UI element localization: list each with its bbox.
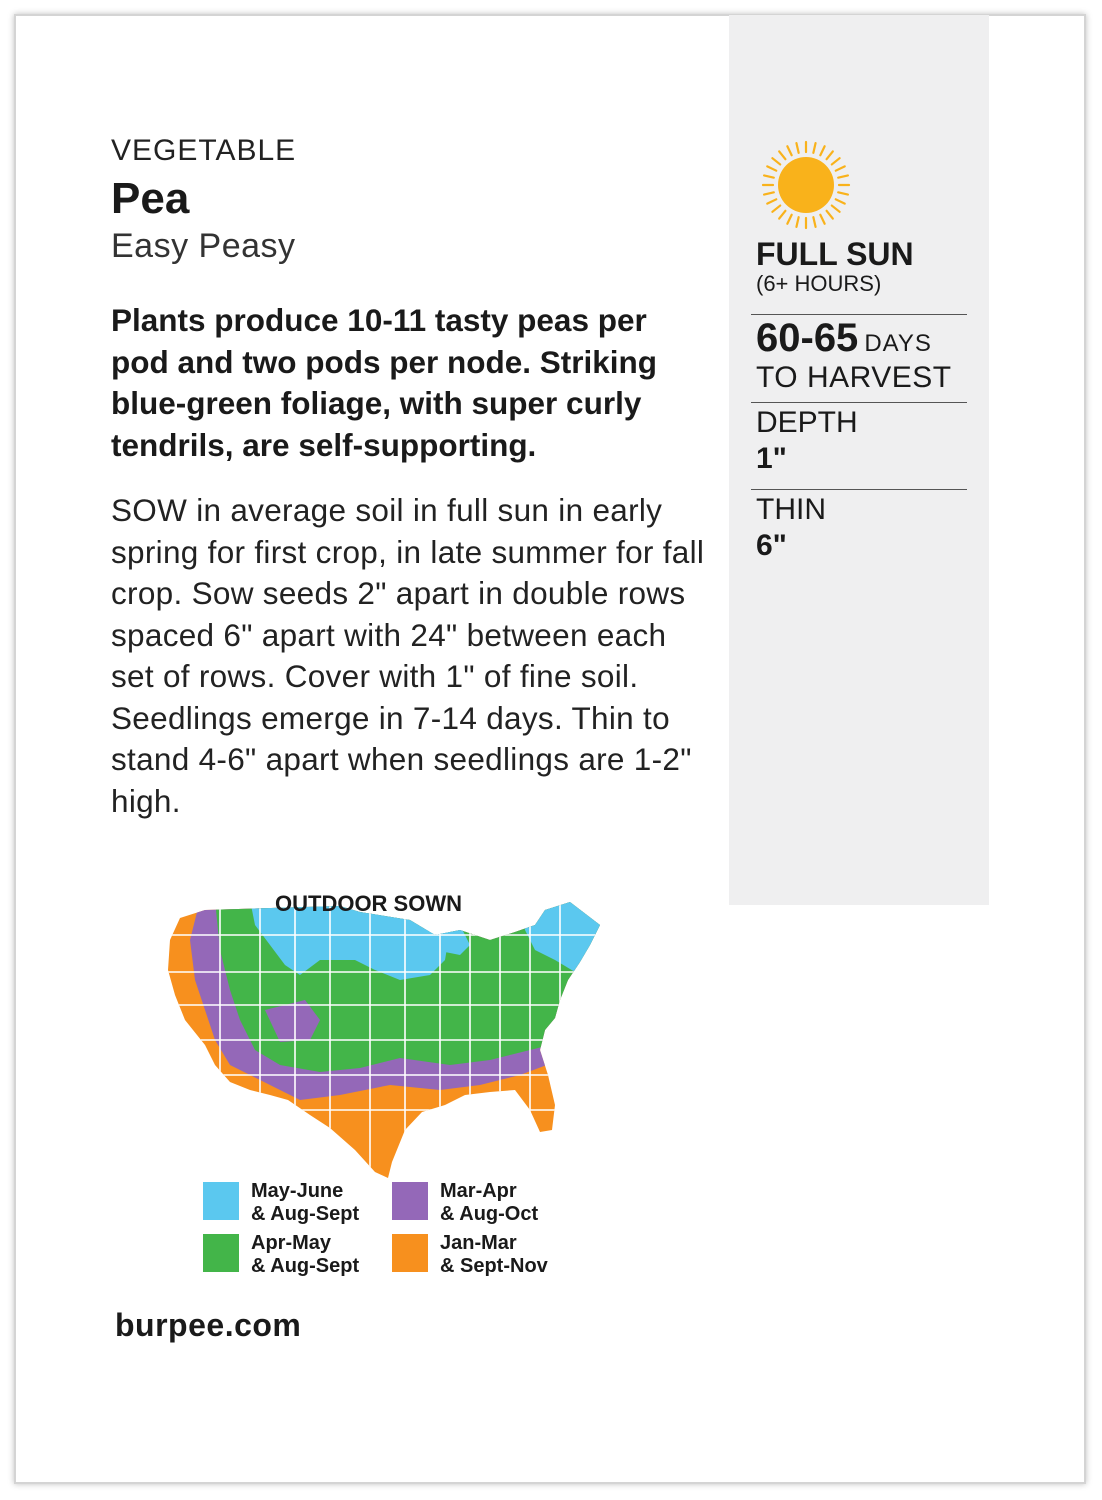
- days-unit: DAYS: [864, 330, 932, 357]
- sowing-instructions: SOW in average soil in full sun in early spring for first crop, in late summer for fall crop. Sow seeds 2" apart in double rows spaced 6" apart with 24" between each set of rows. Cover with 1" of fine soil. Seedlings emerge in 7-14 days. Thin to stand 4-6" apart when seedlings are 1-2" high.: [111, 492, 705, 819]
- sun-ray: [764, 192, 774, 194]
- sun-ray: [813, 217, 815, 227]
- legend-label: Mar-Apr & Aug-Oct: [440, 1180, 539, 1225]
- sun-ray: [787, 146, 791, 155]
- sun-ray: [772, 158, 780, 164]
- days-to-harvest: [756, 316, 932, 361]
- harvest-label: TO HARVEST: [756, 361, 952, 394]
- sun-ray: [836, 166, 845, 170]
- sun-ray: [779, 211, 785, 219]
- sun-ray: [827, 151, 833, 159]
- sun-ray: [813, 143, 815, 153]
- sun-ray: [838, 175, 848, 177]
- website-url: burpee.com: [115, 1307, 302, 1343]
- divider: [751, 402, 967, 403]
- depth-value: 1": [756, 442, 787, 475]
- sun-ray: [832, 206, 840, 212]
- sun-ray: [827, 211, 833, 219]
- sun-ray: [796, 143, 798, 153]
- legend-swatch-green: [203, 1234, 239, 1272]
- legend-swatch-cold: [203, 1182, 239, 1220]
- sun-ray: [767, 166, 776, 170]
- sun-ray: [787, 215, 791, 224]
- legend-label: Jan-Mar & Sept-Nov: [440, 1232, 548, 1277]
- sun-ray: [772, 206, 780, 212]
- sun-requirement: FULL SUN: [756, 236, 914, 272]
- sun-ray: [764, 175, 774, 177]
- sun-hours: (6+ HOURS): [756, 271, 882, 296]
- category-label: VEGETABLE: [111, 134, 297, 167]
- us-sowing-zone-map: [160, 900, 610, 1180]
- sun-ray: [820, 215, 824, 224]
- sun-ray: [838, 192, 848, 194]
- days-value: 60-65: [756, 316, 859, 360]
- depth-label: DEPTH: [756, 406, 858, 439]
- sun-ray: [779, 151, 785, 159]
- sun-ray: [820, 146, 824, 155]
- legend-label: Apr-May & Aug-Sept: [251, 1232, 360, 1277]
- sun-ray: [832, 158, 840, 164]
- legend-label: May-June & Aug-Sept: [251, 1180, 360, 1225]
- variety-name: Easy Peasy: [111, 227, 296, 265]
- plant-name: Pea: [111, 174, 190, 223]
- thin-value: 6": [756, 529, 787, 562]
- sun-ray: [796, 217, 798, 227]
- description-paragraph: Plants produce 10-11 tasty peas per pod and two pods per node. Striking blue-green foliage, with super curly tendrils, are self-supporting.: [111, 302, 657, 463]
- thin-label: THIN: [756, 493, 826, 526]
- sun-ray: [836, 199, 845, 203]
- sun-ray: [767, 199, 776, 203]
- legend-swatch-orange: [392, 1234, 428, 1272]
- map-title: OUTDOOR SOWN: [275, 891, 462, 916]
- legend-swatch-purple: [392, 1182, 428, 1220]
- divider: [751, 314, 967, 315]
- sun-icon: [756, 140, 856, 230]
- divider: [751, 489, 967, 490]
